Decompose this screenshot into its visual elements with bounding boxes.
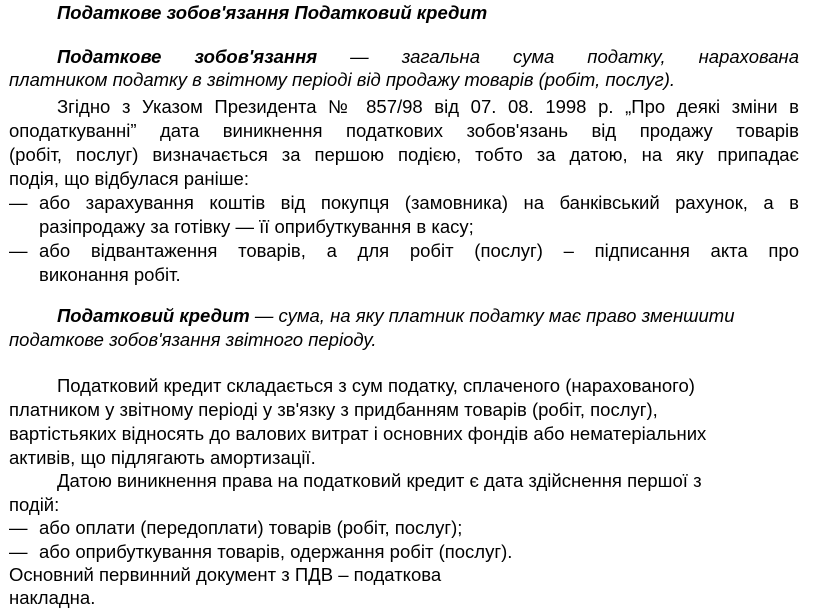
bullet-1-line-2: разіпродажу за готівку — її оприбуткування в касу; <box>39 216 474 237</box>
decree-line-2: оподаткуванні” дата виникнення податкових зобов'язань від продажу товарів <box>9 120 799 141</box>
decree-line-3: (робіт, послуг) визначається за першою подією, тобто за датою, на яку припадає <box>9 144 799 165</box>
bullet-2-line-1: або відвантаження товарів, а для робіт (послуг) – підписання акта про <box>39 240 799 261</box>
bullet-1-line-1: або зарахування коштів від покупця (замовника) на банківський рахунок, а в <box>39 192 799 213</box>
definition-tax-liability-text: загальна сума податку, нарахована <box>401 46 799 67</box>
definition-dash: — <box>317 46 402 67</box>
credit-line-1: Податковий кредит складається з сум податку, сплаченого (нарахованого) <box>57 375 695 396</box>
bullet-dash: — <box>9 192 28 213</box>
decree-line-1: Згідно з Указом Президента № 857/98 від 07. 08. 1998 р. „Про деякі зміни в <box>57 96 799 117</box>
term-tax-liability: Податкове зобов'язання <box>57 46 318 67</box>
credit-date-line-1: Датою виникнення права на податковий кредит є дата здійснення першої з <box>57 470 702 491</box>
document-heading: Податкове зобов'язання Податковий кредит <box>57 2 488 23</box>
decree-line-4: подія, що відбулася раніше: <box>9 168 249 189</box>
term-tax-credit: Податковий кредит <box>57 305 250 326</box>
bullet-2-line-2: виконання робіт. <box>39 264 181 285</box>
bullet-3-text: або оплати (передоплати) товарів (робіт, послуг); <box>39 517 463 538</box>
bullet-4-text: або оприбуткування товарів, одержання робіт (послуг). <box>39 541 513 562</box>
bullet-dash: — <box>9 517 28 538</box>
credit-line-2: платником у звітному періоді у зв'язку з придбанням товарів (робіт, послуг), <box>9 399 658 420</box>
credit-line-4: активів, що підлягають амортизації. <box>9 447 316 468</box>
definition-tax-credit-text: — сума, на яку платник податку має право зменшити <box>249 305 735 326</box>
credit-date-line-2: подій: <box>9 494 60 515</box>
definition-tax-credit-line-1 <box>57 305 735 327</box>
credit-line-3: вартістьяких відносять до валових витрат і основних фондів або нематеріальних <box>9 423 707 444</box>
definition-tax-liability-line-1 <box>9 46 799 68</box>
definition-tax-liability-line-2: платником податку в звітному періоді від продажу товарів (робіт, послуг). <box>9 69 675 90</box>
footer-line-2: накладна. <box>9 587 96 608</box>
definition-tax-credit-line-2: податкове зобов'язання звітного періоду. <box>9 329 377 350</box>
bullet-dash: — <box>9 541 28 562</box>
footer-line-1: Основний первинний документ з ПДВ – податкова <box>9 564 442 585</box>
bullet-dash: — <box>9 240 28 261</box>
